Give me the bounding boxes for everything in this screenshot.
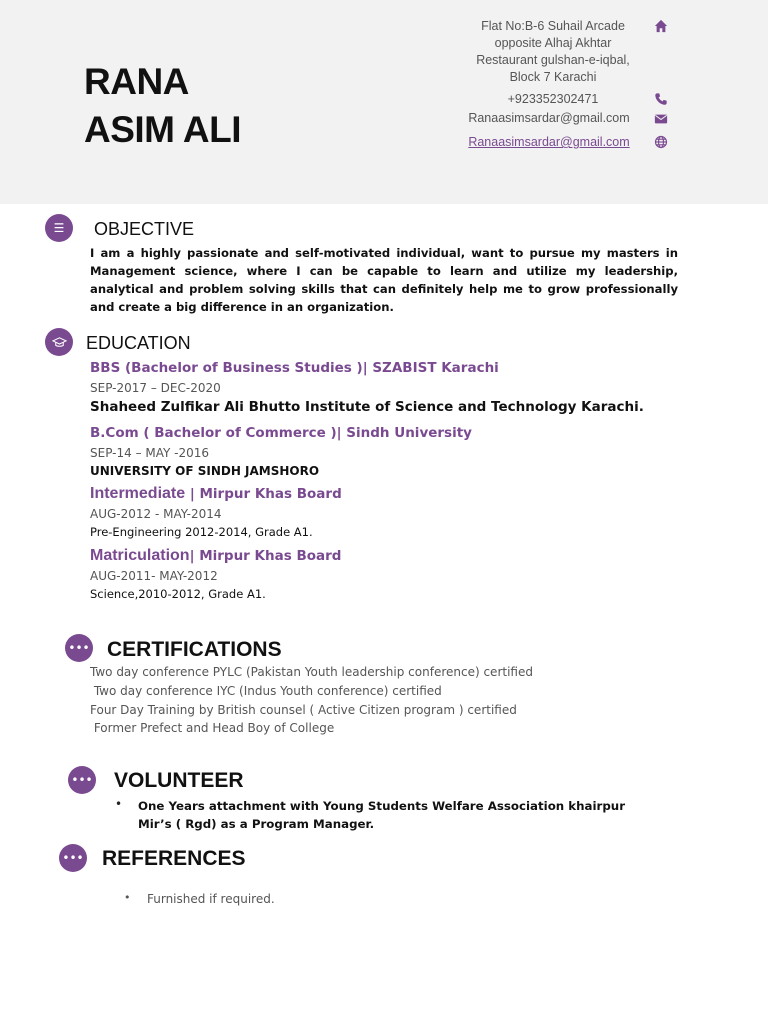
envelope-icon [654, 112, 670, 128]
education-detail: Pre-Engineering 2012-2014, Grade A1. [90, 525, 313, 539]
certifications-heading: CERTIFICATIONS [107, 638, 282, 661]
education-institution: Shaheed Zulfikar Ali Bhutto Institute of Science and Technology Karachi. [90, 399, 644, 415]
education-dates: SEP-14 – MAY -2016 [90, 446, 210, 460]
education-degree: BBS (Bachelor of Business Studies )| SZABIST Karachi [90, 360, 499, 376]
candidate-name [84, 58, 241, 154]
education-board: | Mirpur Khas Board [189, 548, 342, 564]
education-dates: AUG-2011- MAY-2012 [90, 569, 218, 583]
address [470, 18, 636, 86]
education-degree: B.Com ( Bachelor of Commerce )| Sindh University [90, 425, 472, 441]
education-level: Intermediate [90, 485, 186, 502]
ellipsis-icon: ••• [59, 844, 87, 872]
education-board: | Mirpur Khas Board [185, 486, 342, 502]
globe-icon [654, 135, 670, 151]
address-line: Restaurant gulshan-e-iqbal, [476, 53, 630, 67]
references-heading: REFERENCES [102, 847, 246, 870]
education-heading: EDUCATION [86, 333, 191, 353]
reference-item: Furnished if required. [147, 892, 275, 906]
education-degree [90, 547, 341, 565]
education-dates: SEP-2017 – DEC-2020 [90, 381, 221, 395]
bullet-dot: • [124, 891, 131, 904]
education-detail: Science,2010-2012, Grade A1. [90, 587, 266, 601]
phone-number: +923352302471 [507, 92, 599, 106]
certification-item: Former Prefect and Head Boy of College [90, 721, 335, 735]
certification-item: Two day conference PYLC (Pakistan Youth leadership conference) certified [90, 665, 533, 679]
phone-icon [654, 92, 670, 108]
objective-text: I am a highly passionate and self-motivated individual, want to pursue my masters in Management science, where I can be capable to learn and utilize my leadership, analytical and problem solving skills that can definitely help me to grow professionally and create a big difference in an organization. [90, 246, 678, 314]
graduation-cap-icon [45, 328, 73, 356]
address-line: opposite Alhaj Akhtar [494, 36, 612, 50]
ellipsis-icon: ••• [65, 634, 93, 662]
education-degree [90, 485, 342, 503]
objective-heading: OBJECTIVE [94, 219, 195, 239]
ellipsis-icon: ••• [68, 766, 96, 794]
home-icon [654, 19, 670, 35]
certification-item: Two day conference IYC (Indus Youth conference) certified [90, 684, 442, 698]
name-line-2: ASIM ALI [84, 109, 242, 150]
education-dates: AUG-2012 - MAY-2014 [90, 507, 222, 521]
name-line-1: RANA [84, 61, 189, 102]
volunteer-item: One Years attachment with Young Students Welfare Association khairpur Mir’s ( Rgd) as a Program Manager. [138, 799, 626, 831]
bullet-dot: • [115, 797, 123, 811]
volunteer-heading: VOLUNTEER [114, 769, 244, 792]
email-address: Ranaasimsardar@gmail.com [468, 111, 630, 125]
list-icon: ☰ [45, 214, 73, 242]
address-line: Flat No:B-6 Suhail Arcade [481, 19, 625, 33]
address-line: Block 7 Karachi [509, 70, 597, 84]
website-link[interactable]: Ranaasimsardar@gmail.com [468, 135, 630, 149]
education-level: Matriculation [90, 547, 190, 564]
education-institution: UNIVERSITY OF SINDH JAMSHORO [90, 464, 320, 478]
certification-item: Four Day Training by British counsel ( Active Citizen program ) certified [90, 703, 517, 717]
